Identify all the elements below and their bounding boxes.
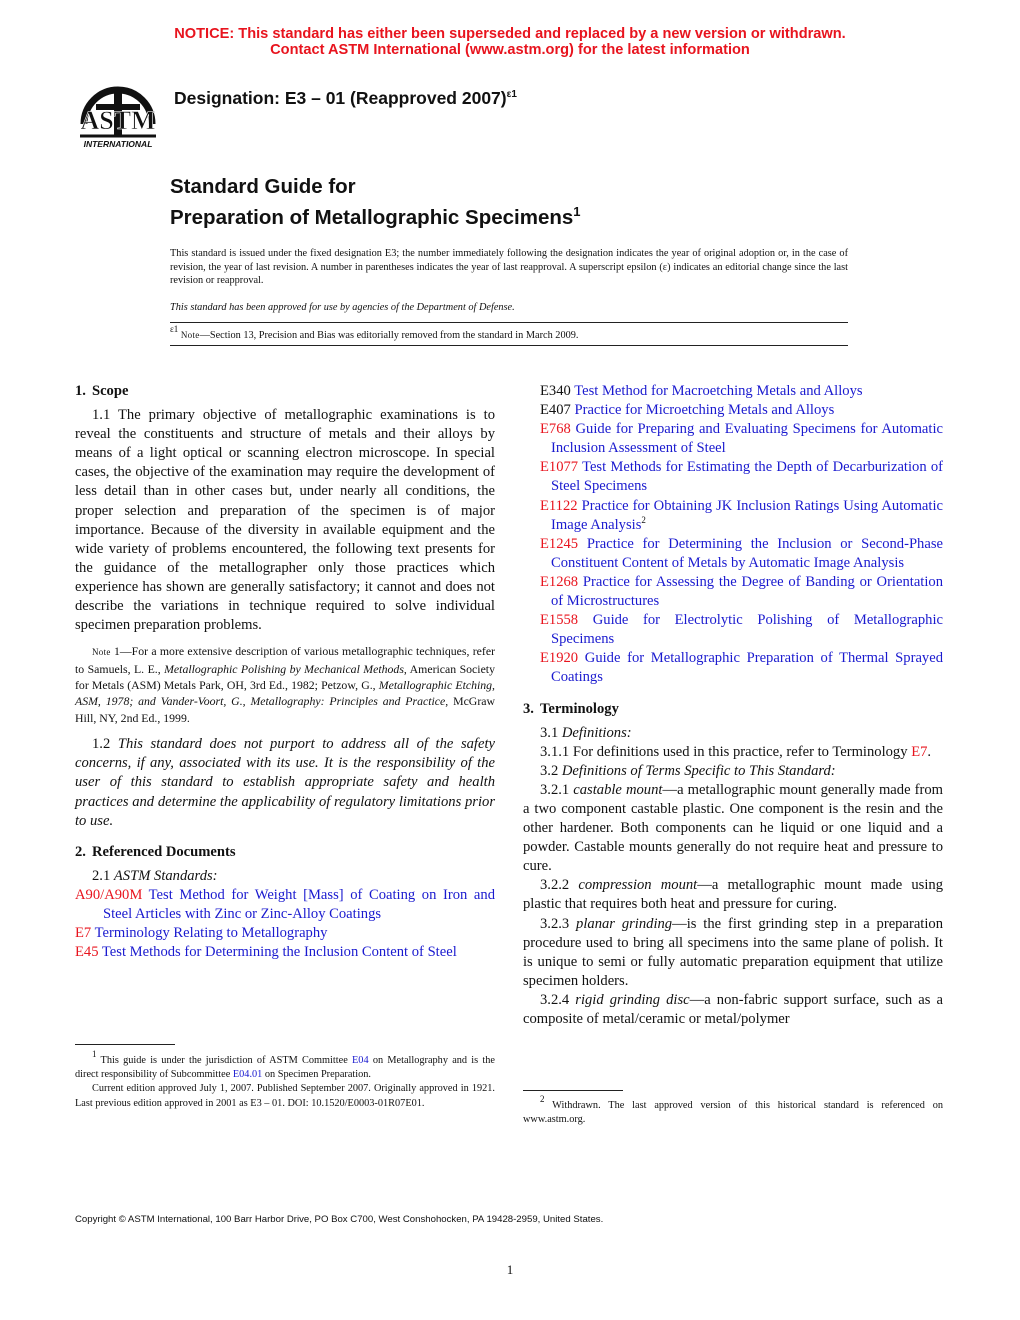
definition: 3.2.2 compression mount—a metallographic mount made using plastic that requires both heat and pressure for curing. <box>523 877 944 913</box>
reference-code: E340 <box>540 383 571 399</box>
reference-title-link[interactable]: Practice for Assessing the Degree of Banding or Orientation of Microstructures <box>551 573 943 610</box>
paragraph-3-2: 3.2 Definitions of Terms Specific to This Standard: <box>540 762 836 779</box>
epsilon-note-label: Note <box>180 330 200 340</box>
reference-code-link[interactable]: E1920 <box>540 650 579 667</box>
section-heading-referenced-documents: 2. Referenced Documents <box>75 843 236 860</box>
title-line-2: Preparation of Metallographic Specimens <box>170 206 574 229</box>
reference-title-link[interactable]: Practice for Microetching Metals and Alloys <box>574 402 835 419</box>
issue-note: This standard is issued under the fixed designation E3; the number immediately following the designation indicates the year of original adoption or, in the case of revision, the year of last revision. A number in parentheses indicates the year of last reapproval. A superscript epsilon (ε) indicates an editorial change since the last revision or reapproval. <box>170 248 848 287</box>
reference-code-link[interactable]: E1268 <box>540 573 579 590</box>
divider <box>170 345 848 346</box>
right-column <box>523 382 943 1029</box>
reference-title-link[interactable]: Test Method for Weight [Mass] of Coating on Iron and Steel Articles with Zinc or Zinc-Alloy Coatings <box>103 886 495 922</box>
astm-logo <box>74 74 162 150</box>
logo-text: ASTM <box>80 106 156 135</box>
notice-line-2: Contact ASTM International (www.astm.org) for the latest information <box>270 42 750 58</box>
footnote-2: $^2$ Withdrawn. The last approved version of this historical standard is referenced on www.astm.org. <box>523 1094 943 1126</box>
paragraph-1-2: 1.2 This standard does not purport to address all of the safety concerns, if any, associated with its use. It is the responsibility of the user of this standard to establish appropriate safety and health practices and determine the applicability of regulatory limitations prior to use. <box>75 736 495 829</box>
reference-title-link[interactable]: Guide for Metallographic Preparation of Thermal Sprayed Coatings <box>551 650 943 686</box>
designation-superscript: ε1 <box>506 89 517 100</box>
reference-code-link[interactable]: E1245 <box>540 535 579 552</box>
reference-code: E407 <box>540 402 571 419</box>
page-number: 1 <box>506 1262 514 1277</box>
astm-logo-mark <box>74 74 162 150</box>
epsilon-marker: ε1 <box>170 324 179 334</box>
definition: 3.2.4 rigid grinding disc—a non-fabric support surface, such as a composite of metal/ceramic or metal/polymer <box>523 991 943 1027</box>
reference-entry[interactable] <box>523 497 943 535</box>
reference-title-link[interactable]: Guide for Preparing and Evaluating Specimens for Automatic Inclusion Assessment of Steel <box>551 421 943 457</box>
reference-entry[interactable] <box>523 611 943 649</box>
title-line-1: Standard Guide for <box>170 175 356 198</box>
reference-entry[interactable] <box>523 401 943 420</box>
reference-code-link[interactable]: E1077 <box>540 459 579 476</box>
footnote-1: $^1$ This guide is under the jurisdiction of ASTM Committee E04 on Metallography and is the direct responsibility of Subcommittee E04.01 on Specimen Preparation. Current edition approved July 1, 2007. Published September 2007. Originally approved in 1921. Last previous edition approved in 2001 as E3 – 01. DOI: 10.1520/E0003-01R07E01. <box>75 1049 495 1109</box>
divider <box>170 322 848 323</box>
copyright: Copyright © ASTM International, 100 Barr Harbor Drive, PO Box C700, West Conshohocken, PA 19428-2959, United States. <box>75 1214 604 1225</box>
reference-code-link[interactable]: E1122 <box>540 497 578 514</box>
reference-title-link[interactable]: Practice for Determining the Inclusion or Second-Phase Constituent Content of Metals by Automatic Image Analysis <box>551 535 943 571</box>
reference-title-link[interactable]: Test Methods for Determining the Inclusion Content of Steel <box>101 944 457 961</box>
epsilon-note <box>170 324 579 343</box>
logo-subtext: INTERNATIONAL <box>83 139 153 149</box>
document-title <box>170 174 581 230</box>
definition: 3.2.1 castable mount—a metallographic mount generally made from a two component castable plastic. One component is the resin and the other hardener. Both components can he liquid or one liquid and a powder. Castable mounts generally do not require heat and pressure to cure. <box>523 781 943 875</box>
reference-entry[interactable] <box>523 649 943 687</box>
reference-entry[interactable] <box>523 458 943 496</box>
paragraph-3-1: 3.1 Definitions: <box>540 724 632 741</box>
reference-title-link[interactable]: Terminology Relating to Metallography <box>94 925 328 942</box>
reference-entry[interactable] <box>75 943 495 962</box>
reference-title-link[interactable]: Test Method for Macroetching Metals and Alloys <box>574 383 863 399</box>
reference-title-link[interactable]: Test Methods for Estimating the Depth of Decarburization of Steel Specimens <box>551 459 943 495</box>
reference-entry[interactable] <box>75 924 495 943</box>
title-footnote-marker: 1 <box>573 204 581 219</box>
paragraph-2-1: 2.1 ASTM Standards: <box>92 867 218 884</box>
reference-entry[interactable] <box>523 535 943 573</box>
notice-line-1: NOTICE: This standard has either been superseded and replaced by a new version or withdrawn. <box>174 26 846 42</box>
reference-entry[interactable] <box>523 573 943 611</box>
reference-code-link[interactable]: E768 <box>540 421 571 438</box>
reference-code-link[interactable]: E7 <box>75 925 92 942</box>
reference-entry[interactable] <box>523 382 943 401</box>
subcommittee-e04-01-link[interactable]: E04.01 <box>232 1069 263 1081</box>
reference-code-link[interactable]: A90/A90M <box>75 886 143 903</box>
reference-entry[interactable] <box>75 886 495 924</box>
reference-title-link[interactable]: Practice for Obtaining JK Inclusion Ratings Using Automatic Image Analysis <box>551 497 943 533</box>
section-heading-scope: 1. Scope <box>75 383 129 399</box>
reference-code-link[interactable]: E1558 <box>540 612 579 629</box>
epsilon-note-text: —Section 13, Precision and Bias was editorially removed from the standard in March 2009. <box>199 330 579 341</box>
terminology-e7-link[interactable]: E7 <box>911 743 928 760</box>
dod-note: This standard has been approved for use by agencies of the Department of Defense. <box>170 302 515 313</box>
paragraph-3-1-1: 3.1.1 For definitions used in this practice, refer to Terminology E7. <box>540 743 932 760</box>
note-1: Note 1—For a more extensive description of various metallographic techniques, refer to Samuels, L. E., Metallographic Polishing by Mechanical Methods, American Society for Metals (ASM) Metals Park, OH, 3rd Ed., 1982; Petzow, G., Metallographic Etching, ASM, 1978; and Vander-Voort, G., Metallography: Principles and Practice, McGraw Hill, NY, 2nd Ed., 1999. <box>75 644 496 725</box>
footnote-divider <box>523 1090 623 1091</box>
designation-label: Designation: E3 – 01 (Reapproved 2007) <box>174 88 507 108</box>
committee-e04-link[interactable]: E04 <box>352 1055 369 1066</box>
supersession-notice <box>0 26 1020 58</box>
paragraph-1-1: 1.1 The primary objective of metallographic examinations is to reveal the constituents and structure of metals and their alloys by means of a light optical or scanning electron microscope. In special cases, the objective of the examination may require the development of less detail than in other cases but, under nearly all conditions, the proper selection and preparation of the specimen is of major importance. Because of the diversity in available equipment and the wide variety of problems encountered, the following text presents for the guidance of the metallographer only those practices which experience has shown are generally satisfactory; it cannot and does not describe the variations in technique required to solve individual specimen preparation problems. <box>75 407 495 634</box>
reference-footnote-marker: 2 <box>641 514 646 525</box>
section-heading-terminology: 3. Terminology <box>523 700 619 717</box>
footnote-divider <box>75 1044 175 1045</box>
left-column <box>75 382 495 962</box>
reference-title-link[interactable]: Guide for Electrolytic Polishing of Metallographic Specimens <box>551 612 944 648</box>
designation <box>174 88 517 109</box>
reference-entry[interactable] <box>523 420 943 458</box>
definition: 3.2.3 planar grinding—is the first grinding step in a preparation procedure used to bring all specimens into the same plane of polish. It is unique to semi or fully automatic preparation equipment that utilize specimen holders. <box>523 915 943 989</box>
reference-code-link[interactable]: E45 <box>75 944 99 961</box>
